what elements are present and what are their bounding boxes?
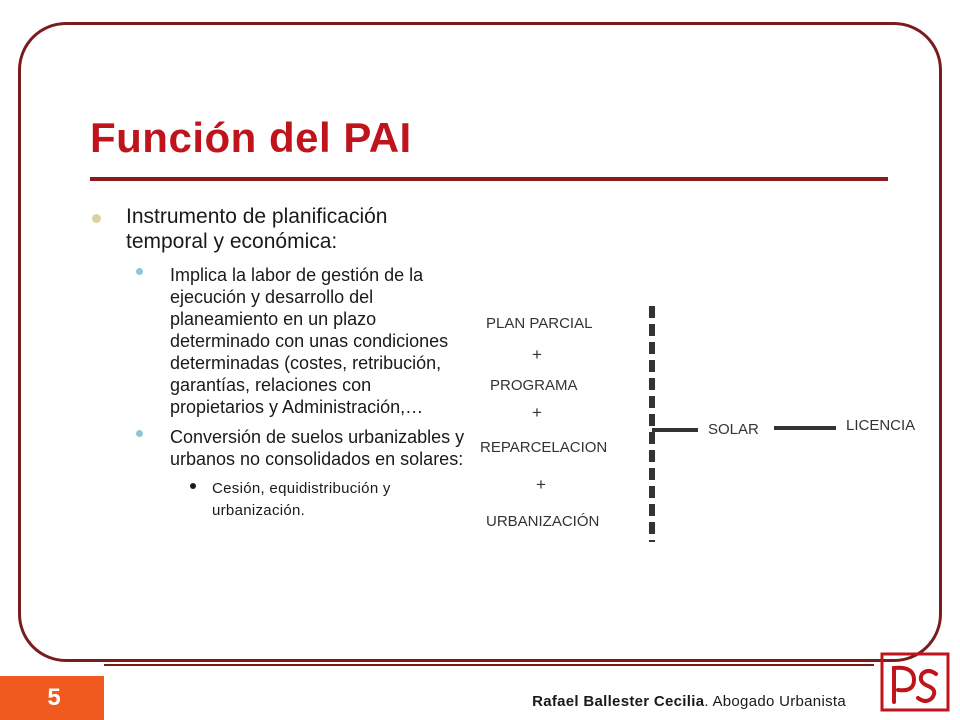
footer-role: . Abogado Urbanista <box>704 693 846 710</box>
title-underline <box>90 177 888 181</box>
bullet-dot-icon <box>92 214 101 223</box>
bullet-level2-a <box>170 264 470 418</box>
bullet-level1 <box>90 204 470 254</box>
diagram-licencia: LICENCIA <box>846 417 916 434</box>
diagram-urbanizacion: URBANIZACIÓN <box>486 513 600 530</box>
bullet-level1-text: Instrumento de planificación temporal y económica: <box>126 205 388 253</box>
bullet-level3-a <box>212 478 472 522</box>
bullet-dot-icon <box>190 483 196 489</box>
slide-title: Función del PAI <box>90 114 412 161</box>
bullet-level3-a-text: Cesión, equidistribución y urbanización. <box>212 480 391 519</box>
bullet-level2-b-text: Conversión de suelos urbanizables y urbanos no consolidados en solares: <box>170 427 465 469</box>
bullet-level2-b <box>170 426 470 470</box>
bullet-list <box>90 204 470 522</box>
process-diagram <box>470 296 930 556</box>
diagram-solar: SOLAR <box>708 421 759 438</box>
footer-author: Rafael Ballester Cecilia <box>532 693 705 710</box>
page-number-badge <box>0 676 104 720</box>
diagram-plus-3: + <box>536 475 546 494</box>
ps-logo-icon <box>880 652 950 712</box>
footer-divider <box>104 664 874 666</box>
diagram-programa: PROGRAMA <box>490 377 578 394</box>
diagram-reparcelacion: REPARCELACION <box>480 439 608 456</box>
diagram-plan-parcial: PLAN PARCIAL <box>486 315 593 332</box>
footer-credit <box>532 693 846 710</box>
bullet-level2-a-text: Implica la labor de gestión de la ejecución y desarrollo del planeamiento en un plazo determinado con unas condiciones determinadas (costes, retribución, garantías, relaciones con propietarios y Administración,… <box>170 265 449 417</box>
diagram-plus-1: + <box>532 345 542 364</box>
bullet-dot-icon <box>136 430 143 437</box>
diagram-plus-2: + <box>532 403 542 422</box>
page-number: 5 <box>47 684 61 711</box>
bullet-dot-icon <box>136 268 143 275</box>
